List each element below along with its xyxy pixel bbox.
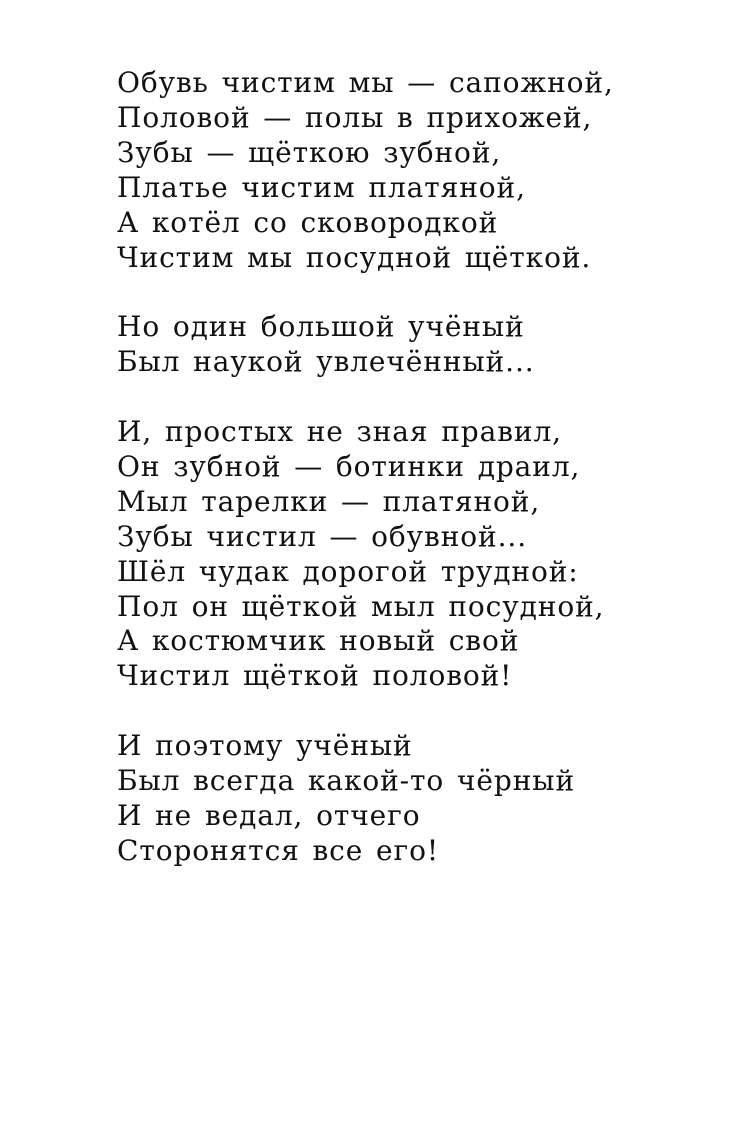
poem-line: Чистил щёткой половой! — [117, 659, 513, 693]
poem-line: Половой — полы в прихожей, — [117, 100, 593, 134]
poem-line: Но один большой учёный — [117, 310, 525, 344]
poem-line: Обувь чистим мы — сапожной, — [117, 66, 614, 99]
poem-text — [117, 66, 717, 869]
poem-line: Платье чистим платяной, — [117, 170, 526, 204]
poem-line: И, простых не зная правил, — [117, 415, 562, 449]
poem-line: Сторонятся все его! — [117, 833, 439, 867]
stanza-4 — [117, 729, 717, 869]
stanza-1 — [117, 66, 717, 275]
poem-line: А котёл со сковородкой — [117, 205, 499, 239]
poem-line: Был наукой увлечённый... — [117, 345, 535, 379]
poem-line: Чистим мы посудной щёткой. — [117, 240, 592, 274]
poem-line: Зубы — щёткою зубной, — [117, 135, 502, 169]
poem-line: И не ведал, отчего — [117, 798, 421, 832]
poem-line: Мыл тарелки — платяной, — [117, 484, 541, 518]
poem-line: Был всегда какой-то чёрный — [117, 764, 576, 798]
poem-line: Зубы чистил — обувной... — [117, 519, 527, 553]
stanza-2 — [117, 310, 717, 380]
poem-line: И поэтому учёный — [117, 729, 413, 763]
poem-line: А костюмчик новый свой — [117, 624, 520, 658]
stanza-3 — [117, 415, 717, 694]
poem-line: Он зубной — ботинки драил, — [117, 449, 581, 483]
poem-line: Шёл чудак дорогой трудной: — [117, 554, 579, 588]
poem-line: Пол он щёткой мыл посудной, — [117, 589, 605, 623]
